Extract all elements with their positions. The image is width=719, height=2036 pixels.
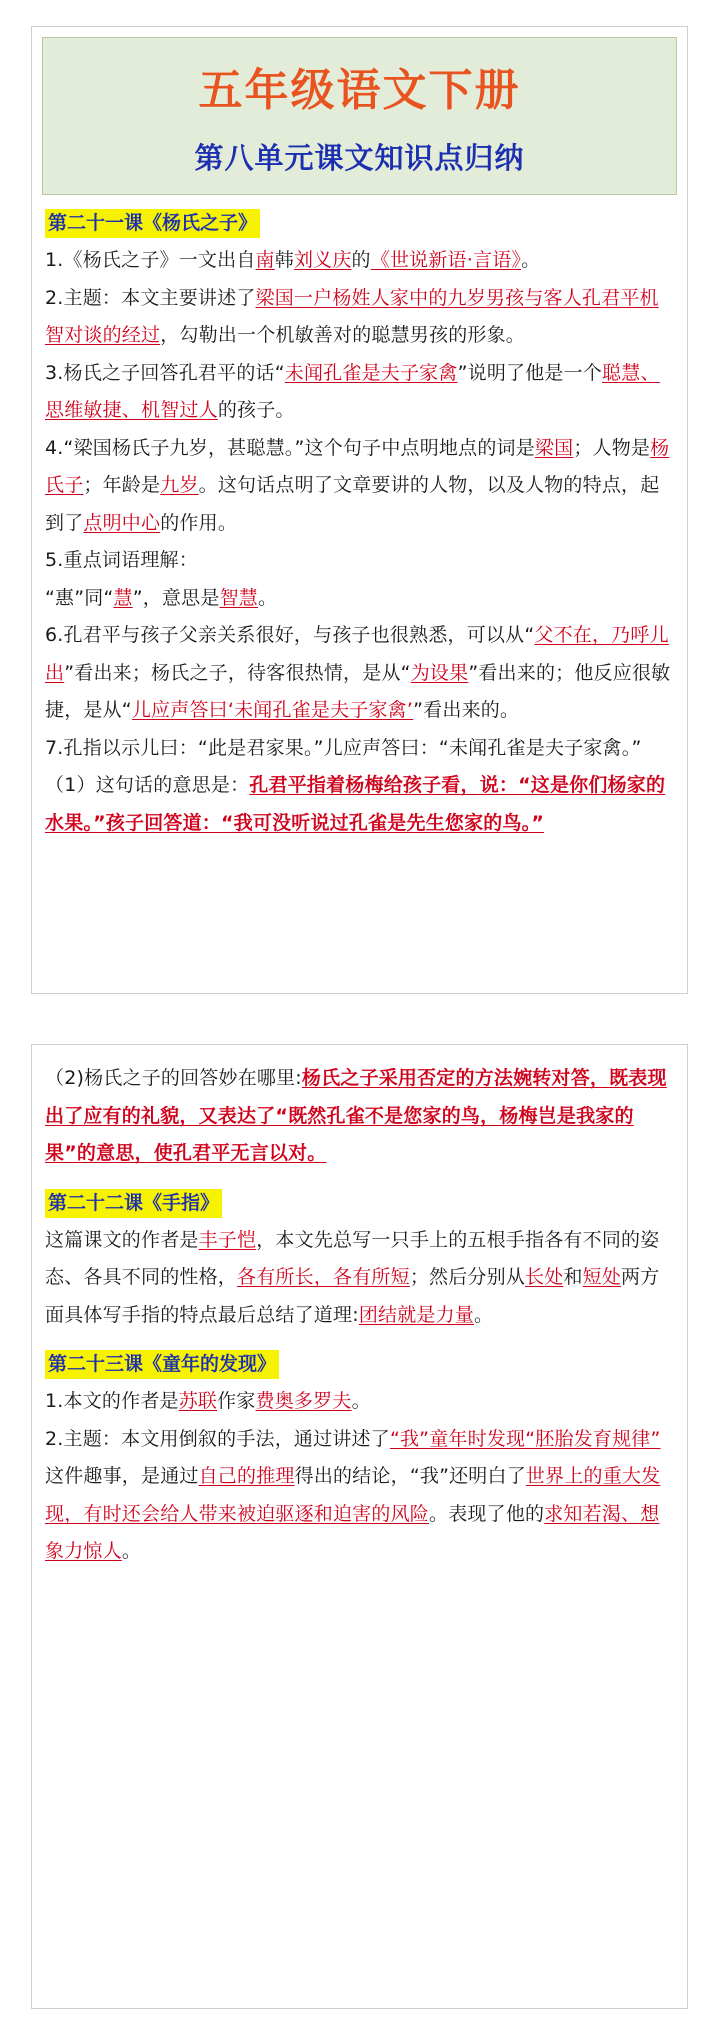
text: ”看出来；杨氏之子，待客很热情，是从“	[64, 661, 411, 684]
answer: 《世说新语·言语》	[370, 249, 522, 271]
text: 。	[121, 1540, 142, 1562]
answer: 刘义庆	[293, 249, 352, 271]
answer: 为设果	[410, 661, 469, 684]
answer: 聪慧、思维敏捷、机智过人	[45, 361, 660, 421]
text: 2.主题：本文主要讲述了	[45, 286, 256, 309]
text: 1.《杨氏之子》一文出自	[45, 249, 256, 271]
text: 6.孔君平与孩子父亲关系很好，与孩子也很熟悉，可以从“	[45, 624, 535, 646]
lesson-21-heading: 第二十一课《杨氏之子》	[45, 209, 260, 238]
text: 。表现了他的	[429, 1502, 545, 1525]
page-card-2	[31, 1044, 688, 2009]
text: 这件趣事，是通过	[45, 1465, 199, 1487]
text: 1.本文的作者是	[45, 1390, 179, 1412]
lesson-21-point-6	[45, 617, 672, 730]
text: 这篇课文的作者是	[45, 1228, 199, 1251]
lesson-23-point-2	[45, 1421, 672, 1459]
text: 。	[257, 586, 278, 609]
answer: 团结就是力量	[358, 1303, 475, 1326]
text: 5.重点词语理解：	[45, 549, 198, 571]
text: ”说明了他是一个	[457, 361, 603, 384]
page-card-1	[31, 26, 688, 994]
text: 两方面具体写手指的特点最后总结了道理:	[45, 1266, 660, 1326]
lesson-22-point-1	[45, 1222, 672, 1335]
answer: 智慧	[219, 586, 258, 609]
lesson-21-section	[32, 195, 687, 842]
lesson-21-point-7-1	[45, 767, 672, 842]
answer: 各有所长，各有所短	[237, 1266, 410, 1288]
text: ；人物是	[573, 436, 651, 459]
lesson-21-point-2	[45, 280, 672, 355]
text: 4.“梁国杨氏子九岁，甚聪慧。”这个句子中点明地点的词是	[45, 436, 535, 459]
text: （2)杨氏之子的回答妙在哪里:	[45, 1067, 302, 1089]
answer: 费奥多罗夫	[255, 1390, 352, 1412]
answer: 父不在，乃呼儿出	[45, 624, 669, 684]
answer: 南	[255, 249, 275, 271]
text: 。	[521, 249, 541, 271]
answer: 短处	[582, 1266, 622, 1288]
answer: 梁国一户杨姓人家中的九岁男孩与客人孔君平机智对谈的经过	[45, 286, 659, 346]
text: （1）这句话的意思是：	[45, 774, 250, 796]
text: ”看出来的。	[413, 699, 520, 721]
text: 和	[563, 1266, 583, 1288]
text: 得出的结论，“我”还明白了	[294, 1465, 526, 1487]
lesson-21-point-1	[45, 242, 672, 280]
answer: 梁国	[534, 436, 574, 459]
text: 的作用。	[160, 511, 238, 534]
answer: 苏联	[178, 1390, 218, 1412]
text: ；然后分别从	[409, 1266, 526, 1288]
title-banner	[42, 37, 677, 195]
text: ”，意思是	[132, 586, 220, 609]
answer: 杨氏子	[45, 436, 670, 496]
sub-title: 第八单元课文知识点归纳	[194, 141, 525, 175]
lesson-22-heading: 第二十二课《手指》	[45, 1189, 222, 1218]
answer: 长处	[525, 1266, 564, 1288]
lesson-21-point-7	[45, 730, 672, 768]
lesson-21-continued	[32, 1045, 687, 1173]
text: 的	[351, 249, 371, 271]
text: 的孩子。	[217, 399, 295, 421]
lesson-23-section	[32, 1334, 687, 1571]
lesson-21-point-7-2	[45, 1060, 672, 1173]
answer: 点明中心	[83, 511, 161, 534]
lesson-21-point-5	[45, 542, 672, 580]
answer: 世界上的重大发现，有时还会给人带来被迫驱逐和迫害的风险	[45, 1465, 661, 1525]
answer: 儿应声答曰‘未闻孔雀是夫子家禽’	[131, 699, 414, 721]
text: 。	[351, 1390, 371, 1412]
lesson-23-heading: 第二十三课《童年的发现》	[45, 1350, 279, 1379]
lesson-23-point-2-cont	[45, 1458, 672, 1571]
answer: 九岁	[160, 474, 199, 496]
text: ”看出来的；他反应很敏捷，是从“	[45, 661, 671, 721]
text: 。	[474, 1303, 494, 1326]
lesson-21-point-3	[45, 355, 672, 430]
answer: 杨氏之子采用否定的方法婉转对答，既表现出了应有的礼貌，又表达了“既然孔雀不是您家的鸟，杨梅岂是我家的果”的意思，使孔君平无言以对。	[45, 1067, 667, 1164]
answer: “我”童年时发现“胚胎发育规律”	[389, 1427, 661, 1450]
text: ，勾勒出一个机敏善对的聪慧男孩的形象。	[160, 324, 526, 346]
text: ；年龄是	[83, 474, 161, 496]
text: 3.杨氏之子回答孔君平的话“	[45, 361, 285, 384]
text: 。这句话点明了文章要讲的人物，以及人物的特点，起到了	[45, 474, 660, 534]
answer: 自己的推理	[198, 1465, 295, 1487]
lesson-21-point-5-detail	[45, 580, 672, 618]
text: 2.主题：本文用倒叙的手法，通过讲述了	[45, 1427, 390, 1450]
answer: 未闻孔雀是夫子家禽	[284, 361, 458, 384]
text: ，本文先总写一只手上的五根手指各有不同的姿态、各具不同的性格，	[45, 1228, 660, 1288]
lesson-22-section	[32, 1173, 687, 1335]
text: 韩	[274, 249, 294, 271]
answer: 丰子恺	[198, 1228, 257, 1251]
answer: 慧	[113, 586, 133, 609]
answer: 孔君平指着杨梅给孩子看，说：“这是你们杨家的水果。”孩子回答道：“我可没听说过孔雀是先生您家的鸟。”	[45, 774, 666, 834]
lesson-23-point-1	[45, 1383, 672, 1421]
main-title: 五年级语文下册	[198, 65, 521, 116]
text: “惠”同“	[45, 586, 114, 609]
text: 7.孔指以示儿曰：“此是君家果。”儿应声答曰：“未闻孔雀是夫子家禽。”	[45, 736, 642, 759]
lesson-21-point-4	[45, 430, 672, 543]
text: 作家	[217, 1390, 256, 1412]
answer: 求知若渴、想象力惊人	[45, 1502, 660, 1562]
